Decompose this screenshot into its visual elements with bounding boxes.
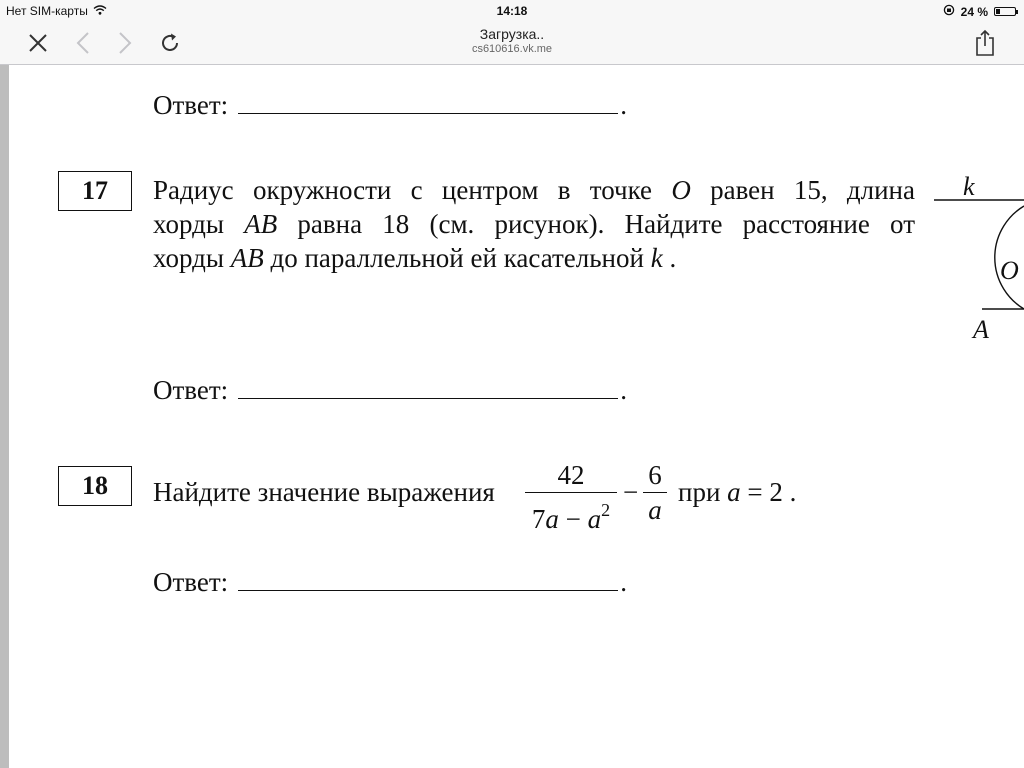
task-number-18: 18 — [58, 466, 132, 506]
fraction-2 — [643, 458, 667, 527]
task17-line2: хорды AB равна 18 (см. рисунок). Найдите расстояние от — [153, 209, 915, 239]
answer-line-16 — [153, 90, 627, 121]
answer-label: Ответ: — [153, 567, 229, 597]
fraction-1-denominator: $7a - a^2$ — [531, 500, 611, 534]
task17-line3: хорды AB до параллельной ей касательной k . — [153, 243, 677, 273]
back-icon[interactable] — [70, 30, 96, 56]
share-icon[interactable] — [972, 30, 998, 56]
answer-label: Ответ: — [153, 375, 229, 405]
answer-line-18 — [153, 567, 627, 598]
reload-icon[interactable] — [157, 30, 183, 56]
status-bar — [0, 0, 1024, 22]
orientation-lock-icon — [943, 4, 955, 19]
address-bar[interactable] — [312, 26, 712, 55]
page-url: cs610616.vk.me — [471, 43, 553, 55]
task18-tail: при a = 2 . — [678, 477, 797, 507]
carrier-label: Нет SIM-карты — [6, 4, 88, 18]
task-number-17: 17 — [58, 171, 132, 211]
answer-blank — [238, 568, 618, 591]
task-text-17 — [153, 173, 915, 275]
minus-sign: − — [623, 477, 639, 507]
battery-fill — [996, 9, 1000, 14]
answer-blank — [238, 376, 618, 399]
answer-period: . — [620, 90, 627, 120]
status-right — [943, 4, 1016, 19]
browser-toolbar — [0, 22, 1024, 65]
answer-blank — [238, 91, 618, 114]
page-edge — [0, 65, 9, 768]
page-title: Загрузка.. — [479, 26, 545, 42]
label-a: A — [973, 315, 989, 344]
close-icon[interactable] — [25, 30, 51, 56]
label-k: k — [963, 172, 975, 201]
answer-period: . — [620, 567, 627, 597]
document-page — [0, 65, 1024, 768]
fraction-2-numerator: 6 — [648, 460, 662, 490]
answer-line-17 — [153, 375, 627, 406]
answer-label: Ответ: — [153, 90, 229, 120]
answer-period: . — [620, 375, 627, 405]
fraction-2-denominator: a — [648, 495, 662, 525]
task18-lead: Найдите значение выражения — [153, 477, 495, 507]
clock: 14:18 — [496, 4, 528, 18]
fraction-1-numerator: 42 — [557, 460, 585, 490]
battery-icon — [994, 7, 1016, 16]
label-o: O — [1000, 256, 1019, 285]
task17-line1: Радиус окружности с центром в точке O равен 15, длина — [153, 175, 915, 205]
circle-figure — [930, 167, 1024, 347]
battery-percent: 24 % — [960, 4, 988, 19]
forward-icon[interactable] — [112, 30, 138, 56]
fraction-1 — [525, 458, 617, 534]
